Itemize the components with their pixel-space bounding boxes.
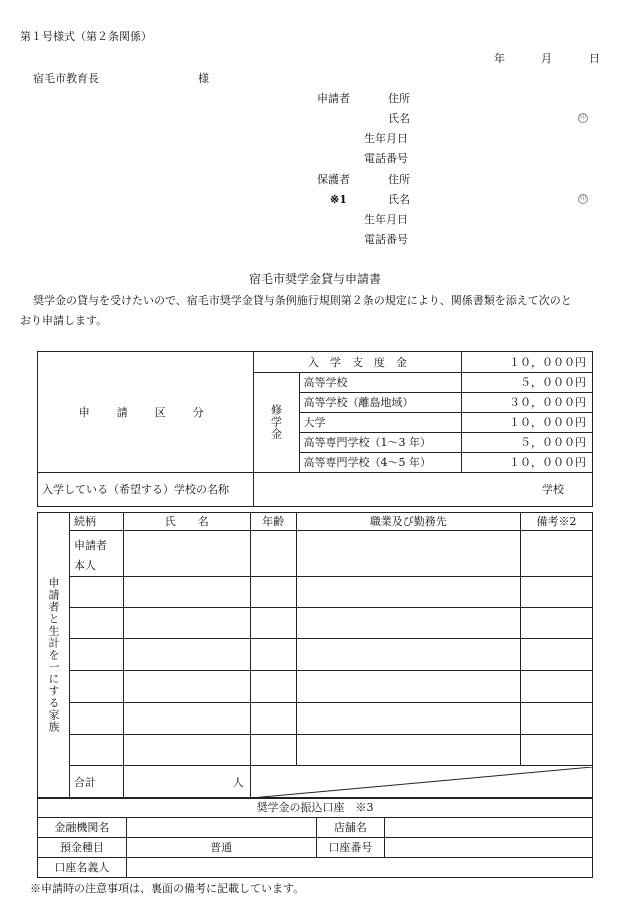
bank-branch-label: 店舗名 bbox=[316, 818, 385, 838]
family-table bbox=[37, 512, 593, 799]
addressee-honorific: 様 bbox=[198, 72, 209, 85]
entrance-label-cell bbox=[253, 352, 462, 373]
guardian-seal-mark: 印 bbox=[579, 195, 586, 202]
family-cell-relation[interactable] bbox=[69, 639, 123, 671]
shugaku-amount-row: ３０，０００円 bbox=[462, 393, 593, 413]
guardian-phone-label: 電話番号 bbox=[364, 233, 408, 246]
bank-holder-label: 口座名義人 bbox=[38, 858, 127, 878]
shugaku-amount-row: １０，０００円 bbox=[462, 453, 593, 473]
category-label: 申 請 区 分 bbox=[78, 405, 212, 419]
shugaku-amount-row: ５，０００円 bbox=[462, 433, 593, 453]
family-cell-remarks[interactable] bbox=[521, 577, 593, 608]
school-name-field[interactable] bbox=[253, 473, 592, 507]
family-cell-remarks[interactable] bbox=[521, 608, 593, 639]
family-header-remarks: 備考※2 bbox=[521, 513, 593, 531]
bank-branch-field[interactable] bbox=[385, 818, 593, 838]
family-first-relation bbox=[69, 531, 123, 577]
applicant-name-label: 氏名 bbox=[388, 112, 410, 125]
category-label-cell bbox=[38, 352, 254, 473]
family-cell-age[interactable] bbox=[250, 531, 296, 577]
bank-holder-field[interactable] bbox=[126, 858, 592, 878]
guardian-note-mark: ※1 bbox=[330, 193, 347, 206]
family-side-label-cell bbox=[38, 513, 70, 799]
family-cell-relation[interactable] bbox=[69, 703, 123, 735]
form-number: 第１号様式（第２条関係） bbox=[20, 30, 152, 43]
family-cell-age[interactable] bbox=[250, 703, 296, 735]
family-header-occupation: 職業及び勤務先 bbox=[296, 513, 521, 531]
family-cell-relation[interactable] bbox=[69, 608, 123, 639]
family-total-label: 合計 bbox=[69, 766, 123, 799]
family-cell-name[interactable] bbox=[123, 608, 250, 639]
shugaku-amount-row: １０，０００円 bbox=[462, 413, 593, 433]
date-year-label: 年 bbox=[494, 52, 505, 65]
family-cell-occupation[interactable] bbox=[296, 703, 521, 735]
school-name-label: 入学している（希望する）学校の名称 bbox=[38, 473, 254, 507]
shugaku-label-cell bbox=[253, 373, 299, 473]
bank-table bbox=[37, 797, 593, 878]
family-total-field[interactable] bbox=[123, 766, 250, 799]
diagonal-strike-line bbox=[251, 767, 592, 798]
applicant-seal-mark: 印 bbox=[579, 114, 586, 121]
family-cell-remarks[interactable] bbox=[521, 531, 593, 577]
family-cell-age[interactable] bbox=[250, 577, 296, 608]
bank-deposit-type-label: 預金種目 bbox=[38, 838, 127, 858]
family-first-relation-line-2: 本人 bbox=[73, 559, 96, 572]
family-cell-name[interactable] bbox=[123, 639, 250, 671]
applicant-role-label: 申請者 bbox=[317, 92, 350, 105]
family-header-relation: 続柄 bbox=[69, 513, 123, 531]
family-cell-remarks[interactable] bbox=[521, 703, 593, 735]
family-cell-relation[interactable] bbox=[69, 577, 123, 608]
family-header-name: 氏 名 bbox=[123, 513, 250, 531]
entrance-amount: １０，０００円 bbox=[462, 352, 593, 373]
document-title: 宿毛市奨学金貸与申請書 bbox=[248, 272, 381, 286]
family-cell-relation[interactable] bbox=[69, 735, 123, 766]
guardian-role-label: 保護者 bbox=[317, 173, 350, 186]
shugaku-amount-row: ５，０００円 bbox=[462, 373, 593, 393]
shugaku-school-row: 高等専門学校（4～5 年） bbox=[299, 453, 462, 473]
bank-account-number-label: 口座番号 bbox=[316, 838, 385, 858]
shugaku-school-row: 高等学校（離島地域） bbox=[299, 393, 462, 413]
family-cell-occupation[interactable] bbox=[296, 735, 521, 766]
shugaku-school-row: 高等専門学校（1～3 年） bbox=[299, 433, 462, 453]
shugaku-school-row: 高等学校 bbox=[299, 373, 462, 393]
shugaku-school-row: 大学 bbox=[299, 413, 462, 433]
family-total-unit: 人 bbox=[232, 775, 244, 789]
family-cell-name[interactable] bbox=[123, 671, 250, 703]
family-cell-age[interactable] bbox=[250, 639, 296, 671]
entrance-label: 入 学 支 度 金 bbox=[307, 355, 407, 369]
date-month-label: 月 bbox=[541, 52, 552, 65]
family-side-label: 申請者と生計を一にする家族 bbox=[46, 576, 60, 733]
applicant-address-label: 住所 bbox=[388, 92, 410, 105]
body-text-line-1: 奨学金の貸与を受けたいので、宿毛市奨学金貸与条例施行規則第２条の規定により、関係書類を添えて次のと bbox=[33, 294, 572, 307]
family-cell-occupation[interactable] bbox=[296, 577, 521, 608]
family-cell-relation[interactable] bbox=[69, 671, 123, 703]
family-cell-age[interactable] bbox=[250, 735, 296, 766]
addressee: 宿毛市教育長 bbox=[33, 72, 99, 85]
body-text-line-2: おり申請します。 bbox=[20, 314, 108, 327]
category-table bbox=[37, 351, 593, 507]
family-cell-occupation[interactable] bbox=[296, 639, 521, 671]
family-cell-age[interactable] bbox=[250, 671, 296, 703]
family-cell-remarks[interactable] bbox=[521, 671, 593, 703]
bank-institution-field[interactable] bbox=[126, 818, 316, 838]
date-day-label: 日 bbox=[589, 52, 600, 65]
family-cell-remarks[interactable] bbox=[521, 639, 593, 671]
bank-deposit-type-value: 普通 bbox=[126, 838, 316, 858]
bank-account-number-field[interactable] bbox=[385, 838, 593, 858]
guardian-address-label: 住所 bbox=[388, 173, 410, 186]
bank-institution-label: 金融機関名 bbox=[38, 818, 127, 838]
school-name-suffix: 学校 bbox=[542, 483, 564, 496]
family-cell-name[interactable] bbox=[123, 735, 250, 766]
family-total-blank bbox=[250, 766, 592, 799]
shugaku-label: 修学金 bbox=[269, 403, 283, 440]
footnote: ※申請時の注意事項は、裏面の備考に記載しています。 bbox=[30, 882, 305, 895]
family-cell-age[interactable] bbox=[250, 608, 296, 639]
guardian-name-label: 氏名 bbox=[388, 193, 410, 206]
family-cell-remarks[interactable] bbox=[521, 735, 593, 766]
family-header-age: 年齢 bbox=[250, 513, 296, 531]
family-cell-name[interactable] bbox=[123, 531, 250, 577]
family-cell-name[interactable] bbox=[123, 703, 250, 735]
family-first-relation-line-1: 申請者 bbox=[73, 539, 107, 552]
family-cell-occupation[interactable] bbox=[296, 671, 521, 703]
applicant-phone-label: 電話番号 bbox=[364, 152, 408, 165]
family-cell-name[interactable] bbox=[123, 577, 250, 608]
applicant-birth-label: 生年月日 bbox=[364, 132, 408, 145]
bank-title: 奨学金の振込口座 ※3 bbox=[38, 798, 593, 818]
guardian-birth-label: 生年月日 bbox=[364, 213, 408, 226]
family-cell-occupation[interactable] bbox=[296, 531, 521, 577]
family-cell-occupation[interactable] bbox=[296, 608, 521, 639]
